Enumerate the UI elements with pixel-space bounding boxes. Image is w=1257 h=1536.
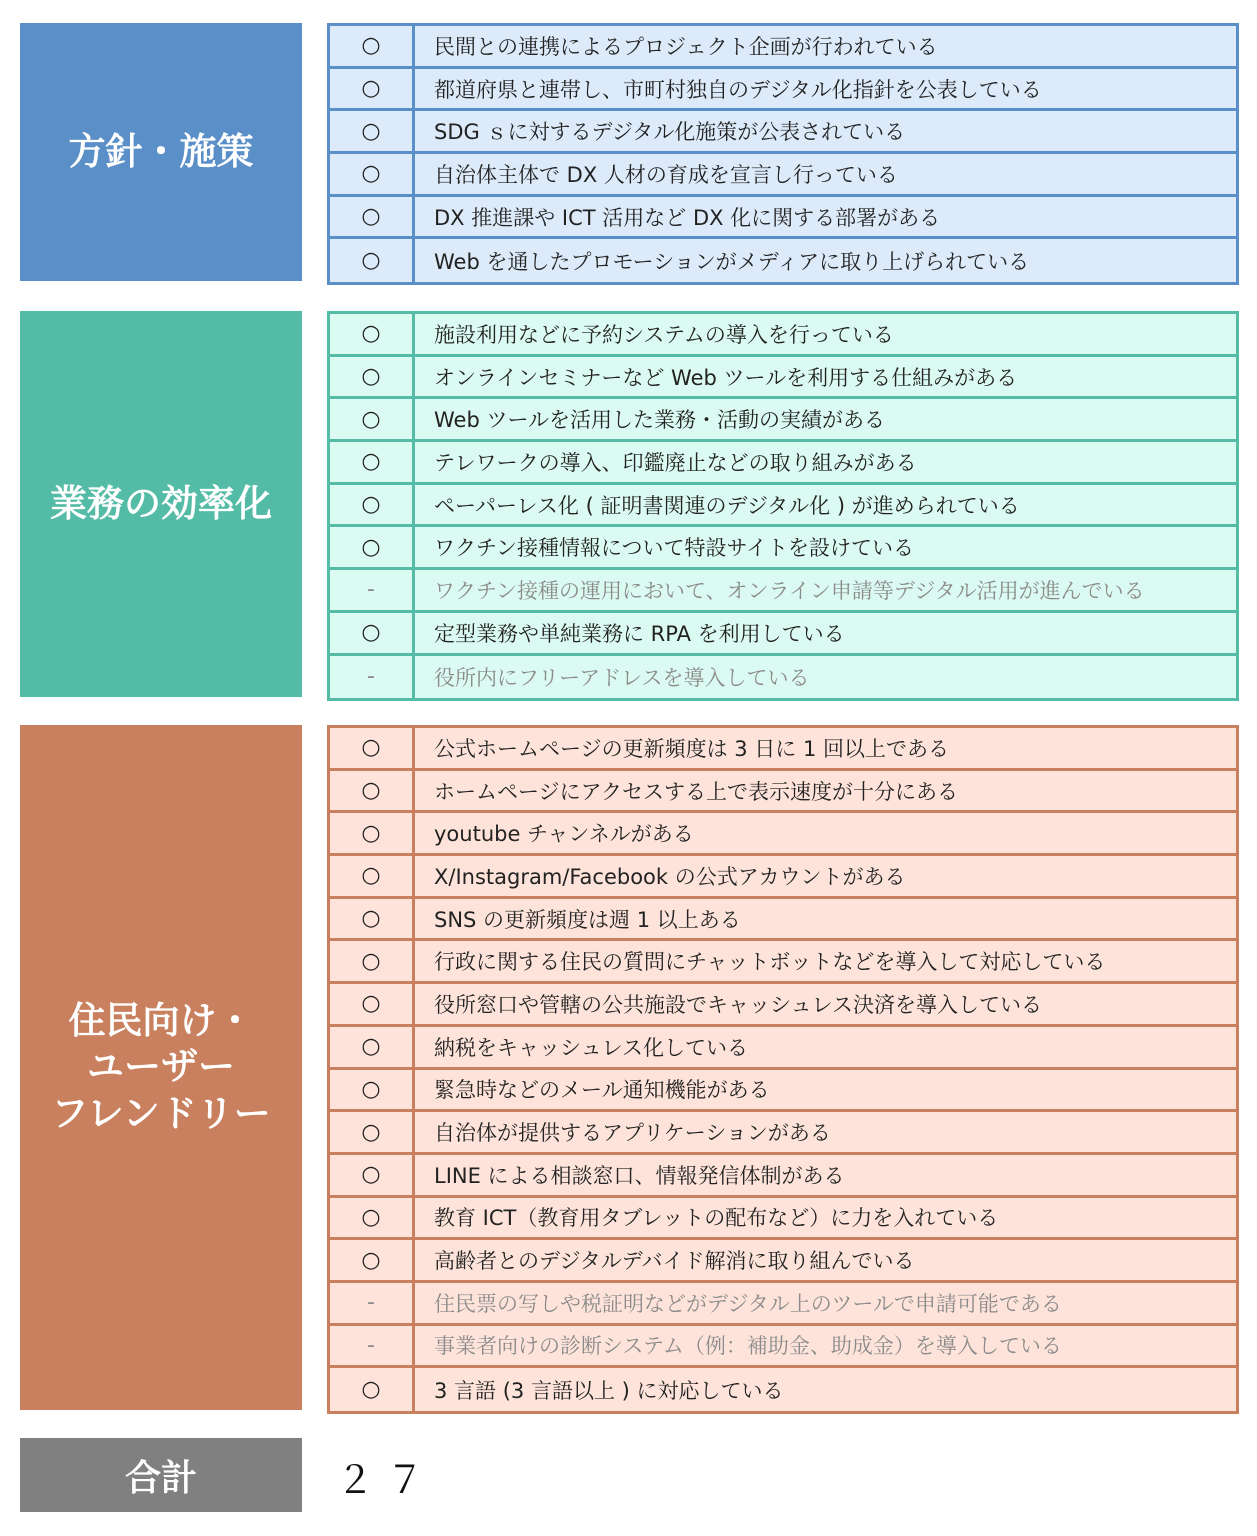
table-row — [330, 111, 1236, 154]
item-text: SNS の更新頻度は週 1 以上ある — [434, 907, 741, 932]
table-row — [330, 442, 1236, 485]
category-residents — [20, 725, 302, 1410]
check-mark: ○ — [330, 357, 415, 397]
item-text: ワクチン接種情報について特設サイトを設けている — [434, 536, 915, 561]
check-mark: ○ — [330, 728, 415, 768]
total-label-text: 合計 — [124, 1457, 197, 1499]
policy-table — [327, 23, 1239, 285]
item-text: LINE による相談窓口、情報発信体制がある — [434, 1163, 845, 1188]
efficiency-table — [327, 311, 1239, 701]
table-row — [330, 314, 1236, 357]
item-text: 自治体が提供するアプリケーションがある — [434, 1121, 831, 1146]
check-mark: ○ — [330, 771, 415, 811]
item-text: 民間との連携によるプロジェクト企画が行われている — [434, 34, 938, 59]
check-mark: ○ — [330, 1155, 415, 1195]
check-mark: ○ — [330, 111, 415, 151]
category-residents-line: 住民向け・ — [68, 999, 254, 1043]
check-mark: ○ — [330, 984, 415, 1024]
table-row — [330, 1070, 1236, 1113]
table-row — [330, 941, 1236, 984]
check-mark: ○ — [330, 485, 415, 525]
check-mark: ○ — [330, 314, 415, 354]
residents-table — [327, 725, 1239, 1414]
item-text: SDG ｓに対するデジタル化施策が公表されている — [434, 120, 906, 145]
table-row — [330, 154, 1236, 197]
item-text: Web ツールを活用した業務・活動の実績がある — [434, 408, 886, 433]
check-mark: ○ — [330, 1112, 415, 1152]
table-row — [330, 1155, 1236, 1198]
table-row — [330, 656, 1236, 699]
table-row — [330, 570, 1236, 613]
check-mark: ○ — [330, 1070, 415, 1110]
table-row — [330, 813, 1236, 856]
item-text: 緊急時などのメール通知機能がある — [434, 1078, 770, 1103]
item-text: youtube チャンネルがある — [434, 822, 694, 847]
dash-mark: - — [330, 656, 415, 699]
table-row — [330, 69, 1236, 112]
dash-mark: - — [330, 1283, 415, 1323]
table-row — [330, 984, 1236, 1027]
check-mark: ○ — [330, 899, 415, 939]
item-text: 役所内にフリーアドレスを導入している — [434, 665, 810, 690]
item-text: 教育 ICT（教育用タブレットの配布など）に力を入れている — [434, 1206, 999, 1231]
dash-mark: - — [330, 1326, 415, 1366]
check-mark: ○ — [330, 813, 415, 853]
table-row — [330, 728, 1236, 771]
item-text: 納税をキャッシュレス化している — [434, 1035, 748, 1060]
item-text: 住民票の写しや税証明などがデジタル上のツールで申請可能である — [434, 1291, 1062, 1316]
category-policy-label: 方針・施策 — [68, 129, 254, 173]
category-residents-line: フレンドリー — [51, 1091, 271, 1135]
table-row — [330, 357, 1236, 400]
check-mark: ○ — [330, 69, 415, 109]
check-mark: ○ — [330, 197, 415, 237]
total-value: ２７ — [336, 1457, 437, 1502]
item-text: 自治体主体で DX 人材の育成を宣言し行っている — [434, 162, 898, 187]
check-mark: ○ — [330, 154, 415, 194]
category-efficiency-label: 業務の効率化 — [50, 481, 272, 525]
category-residents-line: ユーザー — [87, 1045, 235, 1089]
table-row — [330, 1283, 1236, 1326]
item-text: ワクチン接種の運用において、オンライン申請等デジタル活用が進んでいる — [434, 578, 1145, 603]
table-row — [330, 239, 1236, 282]
item-text: 高齢者とのデジタルデバイド解消に取り組んでいる — [434, 1249, 915, 1274]
item-text: 3 言語 (3 言語以上 ) に対応している — [434, 1378, 784, 1403]
dash-mark: - — [330, 570, 415, 610]
check-mark: ○ — [330, 941, 415, 981]
table-row — [330, 1326, 1236, 1369]
item-text: 事業者向けの診断システム（例：補助金、助成金）を導入している — [434, 1334, 1062, 1359]
check-mark: ○ — [330, 442, 415, 482]
check-mark: ○ — [330, 1240, 415, 1280]
table-row — [330, 1027, 1236, 1070]
item-text: X/Instagram/Facebook の公式アカウントがある — [434, 864, 906, 889]
check-mark: ○ — [330, 399, 415, 439]
table-row — [330, 197, 1236, 240]
category-efficiency — [20, 311, 302, 697]
table-row — [330, 1198, 1236, 1241]
check-mark: ○ — [330, 613, 415, 653]
check-mark: ○ — [330, 1027, 415, 1067]
table-row — [330, 1112, 1236, 1155]
check-mark: ○ — [330, 527, 415, 567]
check-mark: ○ — [330, 1198, 415, 1238]
item-text: 役所窓口や管轄の公共施設でキャッシュレス決済を導入している — [434, 992, 1042, 1017]
item-text: オンラインセミナーなど Web ツールを利用する仕組みがある — [434, 365, 1018, 390]
item-text: 定型業務や単純業務に RPA を利用している — [434, 621, 845, 646]
item-text: 都道府県と連帯し、市町村独自のデジタル化指針を公表している — [434, 77, 1042, 102]
total-label — [20, 1438, 302, 1512]
table-row — [330, 613, 1236, 656]
check-mark: ○ — [330, 239, 415, 282]
table-row — [330, 899, 1236, 942]
item-text: テレワークの導入、印鑑廃止などの取り組みがある — [434, 450, 917, 475]
category-policy — [20, 23, 302, 281]
item-text: DX 推進課や ICT 活用など DX 化に関する部署がある — [434, 205, 941, 230]
item-text: Web を通したプロモーションがメディアに取り上げられている — [434, 249, 1030, 274]
item-text: 施設利用などに予約システムの導入を行っている — [434, 322, 894, 347]
check-mark: ○ — [330, 856, 415, 896]
table-row — [330, 485, 1236, 528]
item-text: 公式ホームページの更新頻度は 3 日に 1 回以上である — [434, 736, 950, 761]
check-mark: ○ — [330, 26, 415, 66]
table-row — [330, 856, 1236, 899]
item-text: ペーパーレス化 ( 証明書関連のデジタル化 ) が進められている — [434, 493, 1020, 518]
table-row — [330, 26, 1236, 69]
table-row — [330, 1368, 1236, 1411]
item-text: ホームページにアクセスする上で表示速度が十分にある — [434, 779, 958, 804]
table-row — [330, 399, 1236, 442]
item-text: 行政に関する住民の質問にチャットボットなどを導入して対応している — [434, 950, 1106, 975]
table-row — [330, 527, 1236, 570]
table-row — [330, 1240, 1236, 1283]
table-row — [330, 771, 1236, 814]
check-mark: ○ — [330, 1368, 415, 1411]
